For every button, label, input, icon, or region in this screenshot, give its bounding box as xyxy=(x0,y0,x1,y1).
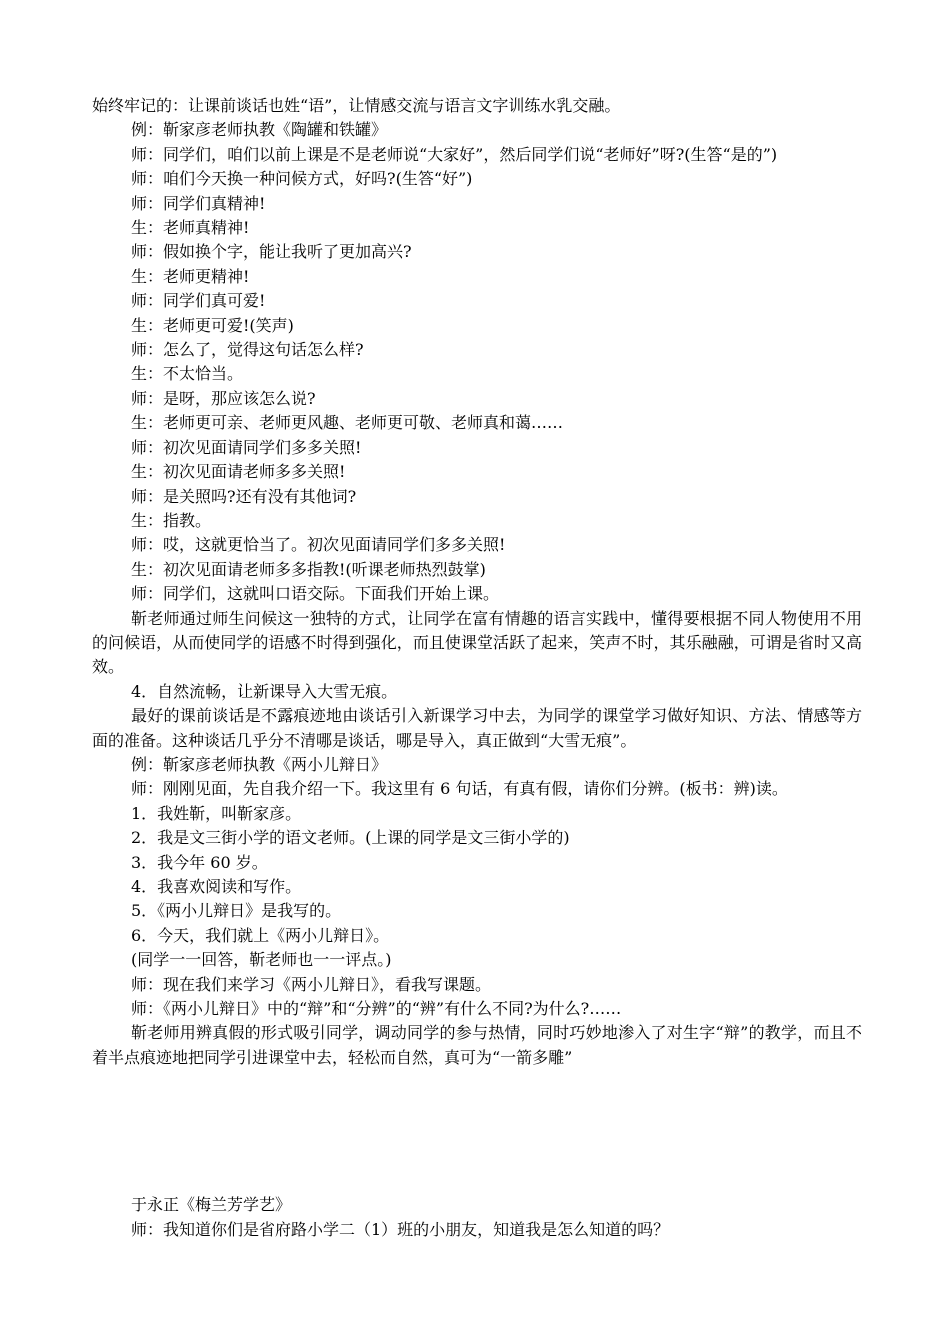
text-line: 4．我喜欢阅读和写作。 xyxy=(131,877,302,896)
main-text xyxy=(92,94,862,1070)
text-line: 1．我姓靳，叫靳家彦。 xyxy=(131,803,302,823)
text-line: 生：初次见面请老师多多关照! xyxy=(131,462,346,482)
text-line: 师：同学们，咱们以前上课是不是老师说“大家好”，然后同学们说“老师好”呀?(生答“是的”) xyxy=(131,144,778,164)
text-line: 师：哎，这就更恰当了。初次见面请同学们多多关照! xyxy=(131,535,506,555)
text-line: 2．我是文三街小学的语文老师。(上课的同学是文三街小学的) xyxy=(131,828,570,848)
text-line: 师：同学们真可爱! xyxy=(131,291,266,311)
text-line: 师：同学们真精神! xyxy=(131,193,266,213)
text-line: 生：老师真精神! xyxy=(131,218,250,238)
text-line: 师：现在我们来学习《两小儿辩日》，看我写课题。 xyxy=(131,974,492,994)
text-line: 最好的课前谈话是不露痕迹地由谈话引入新课学习中去，为同学的课堂学习做好知识、方法、情感等方面的准备。这种谈话几乎分不清哪是谈话，哪是导入，真正做到“大雪无痕”。 xyxy=(92,706,862,750)
text-line: 4．自然流畅，让新课导入大雪无痕。 xyxy=(131,681,398,701)
following-text xyxy=(92,1193,862,1242)
text-line: 师：《两小儿辩日》中的“辩”和“分辨”的“辨”有什么不同?为什么?…… xyxy=(131,999,622,1019)
text-line: 靳老师用辨真假的形式吸引同学，调动同学的参与热情，同时巧妙地渗入了对生字“辩”的教学，而且不着半点痕迹地把同学引进课堂中去，轻松而自然，真可为“一箭多雕” xyxy=(92,1023,862,1067)
text-line: 师：是呀，那应该怎么说? xyxy=(131,388,316,408)
text-line: 生：指教。 xyxy=(131,510,212,530)
text-line: 师：刚刚见面，先自我介绍一下。我这里有 6 句话，有真有假，请你们分辨。(板书：辨)读。 xyxy=(131,779,788,799)
text-line: (同学一一回答，靳老师也一一评点。) xyxy=(131,950,392,970)
text-line: 3．我今年 60 岁。 xyxy=(131,852,268,872)
text-line: 于永正《梅兰芳学艺》 xyxy=(131,1195,292,1215)
text-line: 例：靳家彦老师执教《陶罐和铁罐》 xyxy=(131,120,388,140)
text-line: 始终牢记的：让课前谈话也姓“语”，让情感交流与语言文字训练水乳交融。 xyxy=(92,96,621,115)
text-line: 师：是关照吗?还有没有其他词? xyxy=(131,486,357,506)
section-gap xyxy=(92,1070,862,1193)
text-line: 师：咱们今天换一种问候方式，好吗?(生答“好”) xyxy=(131,169,473,189)
text-line: 靳老师通过师生问候这一独特的方式，让同学在富有情趣的语言实践中，懂得要根据不同人物使用不用的问候语，从而使同学的语感不时得到强化，而且使课堂活跃了起来，笑声不时，其乐融融，可谓是省时又高效。 xyxy=(92,608,862,677)
text-line: 生：老师更可爱!(笑声) xyxy=(131,315,294,335)
text-line: 6．今天，我们就上《两小儿辩日》。 xyxy=(131,925,390,945)
document-body xyxy=(92,94,862,1242)
text-line: 生：不太恰当。 xyxy=(131,364,244,384)
text-line: 生：老师更可亲、老师更风趣、老师更可敬、老师真和蔼…… xyxy=(131,413,564,433)
text-line: 师：怎么了，觉得这句话怎么样? xyxy=(131,340,364,360)
text-line: 师：同学们，这就叫口语交际。下面我们开始上课。 xyxy=(131,584,500,604)
text-line: 师：初次见面请同学们多多关照! xyxy=(131,437,362,457)
text-line: 生：老师更精神! xyxy=(131,266,250,286)
text-line: 5．《两小儿辩日》是我写的。 xyxy=(131,901,342,921)
text-line: 师：我知道你们是省府路小学二（1）班的小朋友，知道我是怎么知道的吗？ xyxy=(131,1219,670,1239)
text-line: 生：初次见面请老师多多指教!(听课老师热烈鼓掌) xyxy=(131,559,486,579)
text-line: 例：靳家彦老师执教《两小儿辩日》 xyxy=(131,754,388,774)
text-line: 师：假如换个字，能让我听了更加高兴? xyxy=(131,242,412,262)
